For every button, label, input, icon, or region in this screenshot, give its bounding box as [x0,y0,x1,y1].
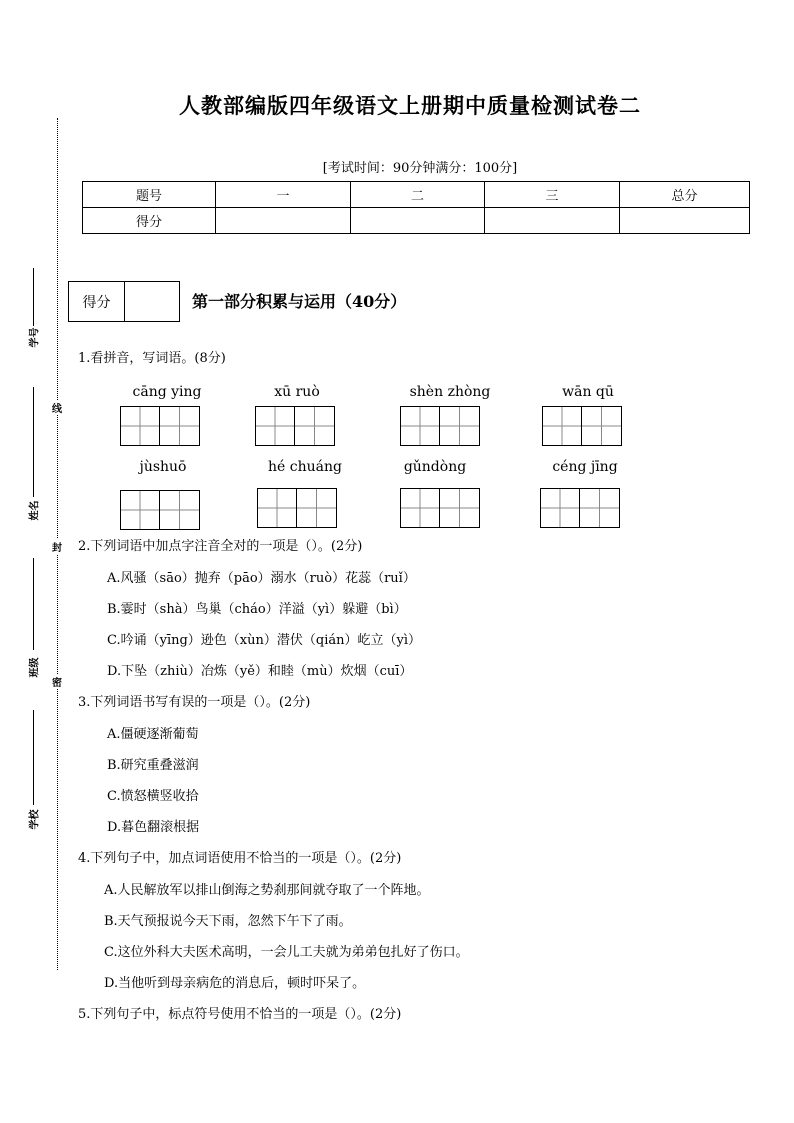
score-table-header: 二 [351,182,485,208]
pinyin-label: hé chuáng [268,459,342,475]
option-4a: A.人民解放军以排山倒海之势刹那间就夺取了一个阵地。 [104,883,430,898]
score-cell[interactable] [351,208,485,234]
writing-grid[interactable] [400,488,480,528]
score-table-header: 一 [216,182,351,208]
field-underline [33,268,34,326]
pinyin-label: gǔndòng [403,459,467,475]
field-name: 姓名 [29,500,41,521]
question-1: 1.看拼音，写词语。(8分) [78,351,226,366]
section-heading: 第一部分积累与运用（40分） [192,292,407,311]
option-2c: C.吟诵（yīng）逊色（xùn）潜伏（qián）屹立（yì） [107,633,421,648]
pinyin-label: jùshuō [139,459,187,475]
option-2d: D.下坠（zhiù）冶炼（yě）和睦（mù）炊烟（cuī） [107,664,413,679]
score-table-header: 总分 [620,182,750,208]
score-cell[interactable] [216,208,351,234]
field-school: 学校 [29,809,41,830]
field-underline [33,387,34,497]
seal-char-feng: 封 [52,539,62,554]
writing-grid[interactable] [400,406,480,446]
option-4d: D.当他听到母亲病危的消息后，顿时吓呆了。 [104,976,366,991]
pinyin-label: wān qū [562,384,614,400]
score-table-score-row [83,208,750,234]
option-2b: B.霎时（shà）鸟巢（cháo）洋溢（yì）躲避（bì） [107,602,407,617]
option-2a: A.风骚（sāo）抛弃（pāo）溺水（ruò）花蕊（ruǐ） [107,571,416,586]
pinyin-label: céng jīng [552,459,618,475]
score-table [82,181,750,234]
field-underline [33,558,34,650]
writing-grid[interactable] [120,490,200,530]
score-table-header-row [83,182,750,208]
option-3a: A.僵硬逐渐葡萄 [107,727,199,742]
page-title: 人教部编版四年级语文上册期中质量检测试卷二 [179,93,641,118]
score-table-header: 题号 [83,182,216,208]
option-3b: B.研究重叠滋润 [107,758,199,773]
option-4c: C.这位外科大夫医术高明，一会儿工夫就为弟弟包扎好了伤口。 [104,945,469,960]
question-3: 3.下列词语书写有误的一项是（）。(2分) [78,695,311,710]
exam-info: [考试时间：90分钟满分：100分] [322,161,518,176]
seal-char-mi: 密 [52,674,62,689]
option-3d: D.暮色翻滚根据 [107,820,200,835]
field-underline [33,710,34,805]
pinyin-label: cāng ying [132,384,202,400]
seal-char-xian: 线 [52,400,62,415]
score-cell[interactable] [485,208,620,234]
score-row-label: 得分 [83,208,216,234]
option-3c: C.愤怒横竖收拾 [107,789,199,804]
writing-grid[interactable] [257,488,337,528]
field-class: 班级 [29,657,41,678]
question-5: 5.下列句子中，标点符号使用不恰当的一项是（）。(2分) [78,1007,402,1022]
section-score-label: 得分 [69,282,125,321]
question-4: 4.下列句子中，加点词语使用不恰当的一项是（）。(2分) [78,851,402,866]
pinyin-label: xū ruò [274,384,320,400]
section-score-box [68,281,180,322]
field-student-number: 学号 [29,327,41,348]
writing-grid[interactable] [120,406,200,446]
writing-grid[interactable] [255,406,335,446]
writing-grid[interactable] [542,406,622,446]
pinyin-label: shèn zhòng [409,384,491,400]
question-2: 2.下列词语中加点字注音全对的一项是（）。(2分) [78,539,363,554]
score-cell[interactable] [620,208,750,234]
writing-grid[interactable] [540,488,620,528]
option-4b: B.天气预报说今天下雨，忽然下午下了雨。 [104,914,352,929]
section-score-input[interactable] [125,282,179,321]
score-table-header: 三 [485,182,620,208]
